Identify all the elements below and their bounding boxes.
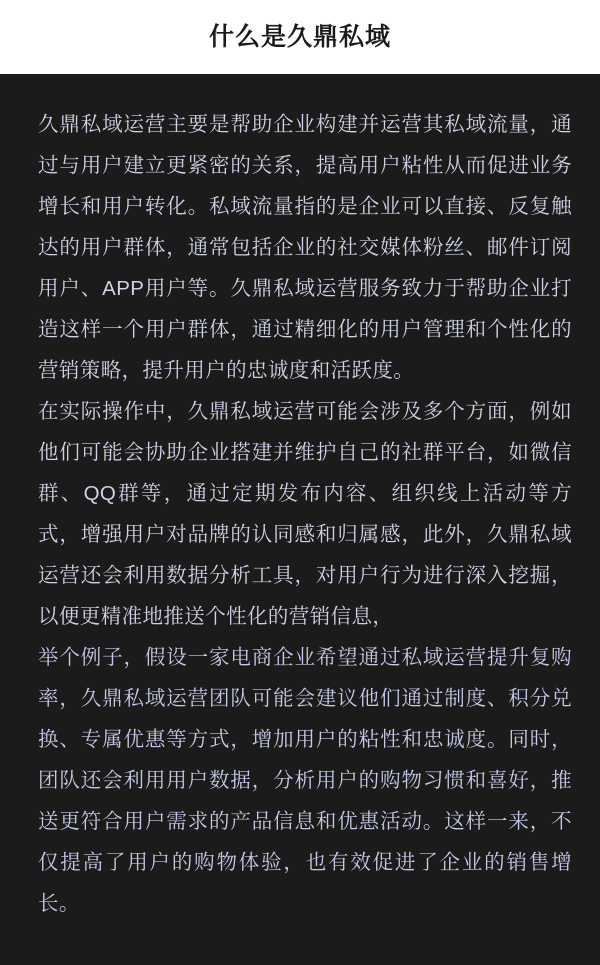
article-paragraph-1: 久鼎私域运营主要是帮助企业构建并运营其私域流量，通过与用户建立更紧密的关系，提高用户粘性从而促进业务增长和用户转化。私域流量指的是企业可以直接、反复触达的用户群体，通常包括企业的社交媒体粉丝、邮件订阅用户、APP用户等。久鼎私域运营服务致力于帮助企业打造这样一个用户群体，通过精细化的用户管理和个性化的营销策略，提升用户的忠诚度和活跃度。 [38, 113, 572, 382]
article-paragraph-3: 举个例子，假设一家电商企业希望通过私域运营提升复购率，久鼎私域运营团队可能会建议他们通过制度、积分兑换、专属优惠等方式，增加用户的粘性和忠诚度。同时，团队还会利用用户数据，分析用户的购物习惯和喜好，推送更符合用户需求的产品信息和优惠活动。这样一来，不仅提高了用户的购物体验，也有效促进了企业的销售增长。 [38, 646, 572, 915]
page-title: 什么是久鼎私域 [208, 23, 391, 51]
article-body [0, 74, 600, 965]
page-header [0, 0, 600, 74]
article-paragraph-2: 在实际操作中，久鼎私域运营可能会涉及多个方面，例如他们可能会协助企业搭建并维护自己的社群平台，如微信群、QQ群等，通过定期发布内容、组织线上活动等方式，增强用户对品牌的认同感和归属感，此外，久鼎私域运营还会利用数据分析工具，对用户行为进行深入挖掘，以便更精准地推送个性化的营销信息， [38, 400, 572, 628]
